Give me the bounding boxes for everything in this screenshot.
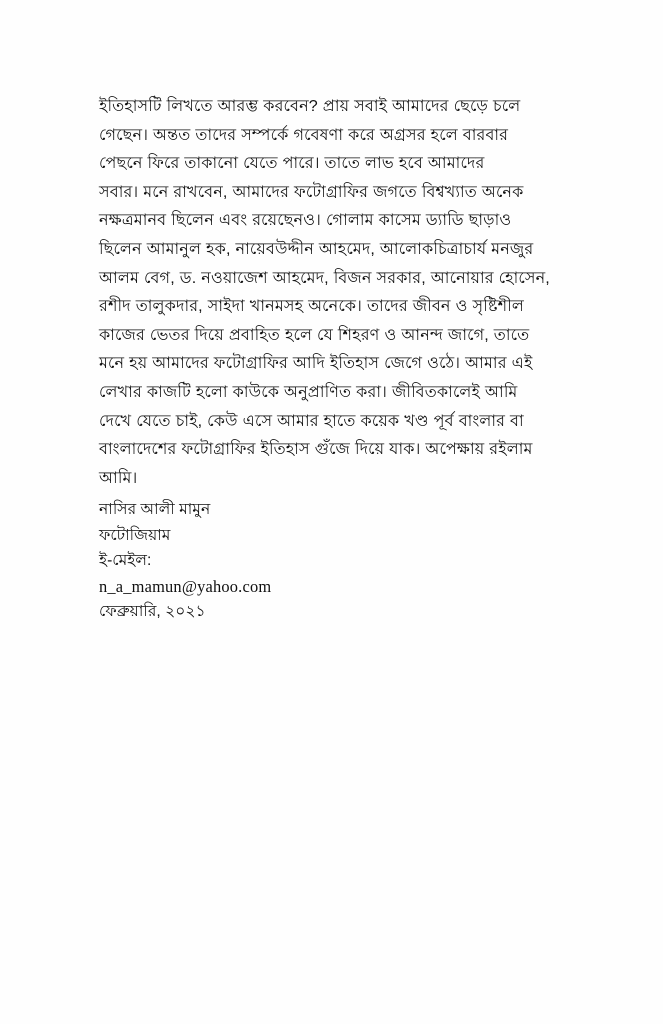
email-label: ই-মেইল: <box>99 552 152 570</box>
text-line <box>99 292 563 321</box>
text-line <box>99 149 563 178</box>
text-line-content: সবার। মনে রাখবেন, আমাদের ফটোগ্রাফির জগতে বিশ্বখ্যাত অনেক <box>99 182 524 201</box>
publication-date: ফেব্রুয়ারি, ২০২১ <box>99 603 206 621</box>
text-line <box>99 264 563 293</box>
text-line <box>99 321 563 350</box>
text-line <box>99 92 563 121</box>
text-line <box>99 378 563 407</box>
text-line-content: আলম বেগ, ড. নওয়াজেশ আহমেদ, বিজন সরকার, আনোয়ার হোসেন, <box>99 268 550 287</box>
text-line-content: ছিলেন আমানুল হক, নায়েবউদ্দীন আহমেদ, আলোকচিত্রাচার্য মনজুর <box>99 239 534 258</box>
text-line-content: ইতিহাসটি লিখতে আরম্ভ করবেন? প্রায় সবাই আমাদের ছেড়ে চলে <box>99 97 521 115</box>
text-line-content: নক্ষত্রমানব ছিলেন এবং রয়েছেনও। গোলাম কাসেম ড্যাডি ছাড়াও <box>99 211 512 230</box>
email-address: n_a_mamun@yahoo.com <box>99 576 272 596</box>
closing-paragraph <box>99 92 563 492</box>
text-line-content: লেখার কাজটি হলো কাউকে অনুপ্রাণিত করা। জীবিতকালেই আমি <box>99 382 518 401</box>
text-line-content: কাজের ভেতর দিয়ে প্রবাহিত হলে যে শিহরণ ও আনন্দ জাগে, তাতে <box>99 325 530 344</box>
text-line <box>99 407 563 436</box>
text-line <box>99 235 563 264</box>
text-line <box>99 206 563 235</box>
text-line-content: রশীদ তালুকদার, সাইদা খানমসহ অনেকে। তাদের জীবন ও সৃষ্টিশীল <box>99 297 524 316</box>
text-line-content: দেখে যেতে চাই, কেউ এসে আমার হাতে কয়েক খণ্ড পূর্ব বাংলার বা <box>99 411 524 430</box>
text-line <box>99 349 563 378</box>
text-line-content: বাংলাদেশের ফটোগ্রাফির ইতিহাস গুঁজে দিয়ে যাক। অপেক্ষায় রইলাম <box>99 440 533 459</box>
text-line-content: আমি। <box>99 468 138 487</box>
body-text-block <box>99 92 563 492</box>
text-line-content: পেছনে ফিরে তাকানো যেতে পারে। তাতে লাভ হবে আমাদের <box>99 154 485 173</box>
author-name: নাসির আলী মামুন <box>99 501 211 518</box>
text-line-content: গেছেন। অন্তত তাদের সম্পর্কে গবেষণা করে অগ্রসর হলে বারবার <box>99 125 509 144</box>
signature-block <box>99 497 429 625</box>
text-line <box>99 178 563 207</box>
text-line-content: মনে হয় আমাদের ফটোগ্রাফির আদি ইতিহাস জেগে ওঠে। আমার এই <box>99 354 533 373</box>
text-line <box>99 435 563 464</box>
author-affiliation: ফটোজিয়াম <box>99 526 171 544</box>
text-line <box>99 121 563 150</box>
text-line <box>99 464 563 493</box>
